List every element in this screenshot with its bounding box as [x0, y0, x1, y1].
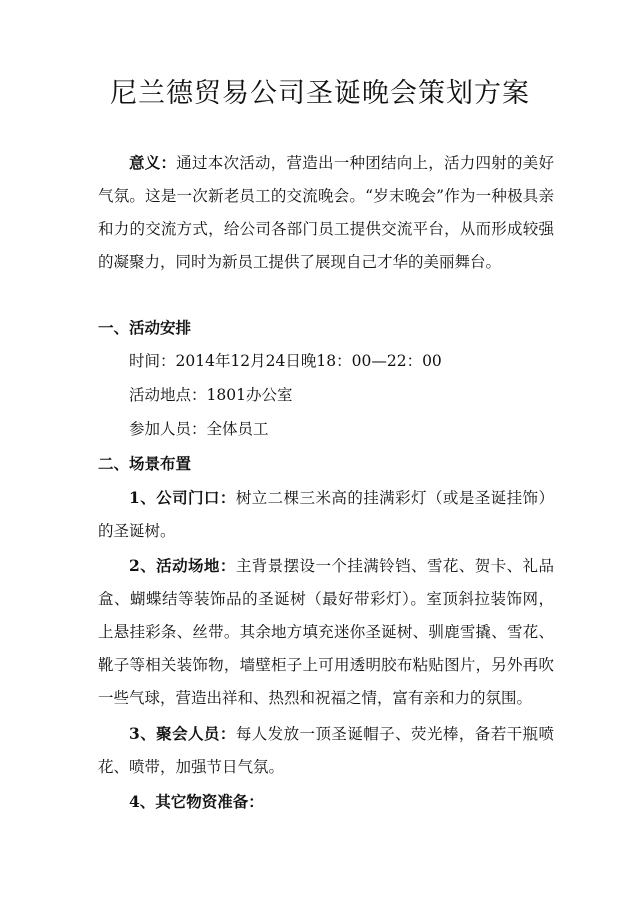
scene-item-text: 每人发放一顶圣诞帽子、荧光棒，备若干瓶喷花、喷带，加强节日气氛。 [98, 725, 554, 776]
intro-paragraph [98, 146, 554, 279]
section-heading-activity: 一、活动安排 [98, 318, 192, 337]
activity-people: 参加人员：全体员工 [129, 420, 269, 438]
scene-item-supplies [98, 785, 554, 819]
scene-item-attendees [98, 717, 554, 784]
intro-label: 意义： [129, 153, 177, 172]
scene-item-text: 主背景摆设一个挂满铃铛、雪花、贺卡、礼品盒、蝴蝶结等装饰品的圣诞树（最好带彩灯）。室顶斜拉装饰网，上悬挂彩条、丝带。其余地方填充迷你圣诞树、驯鹿雪撬、雪花、靴子等相关装饰物，墙壁柜子上可用透明胶布粘贴图片，另外再吹一些气球，营造出祥和、热烈和祝福之情，富有亲和力的氛围。 [98, 557, 554, 707]
scene-item-label: 3、聚会人员： [129, 724, 236, 743]
scene-item-entrance [98, 481, 554, 548]
activity-time: 时间：2014年12月24日晚18：00—22：00 [129, 352, 442, 370]
scene-item-label: 4、其它物资准备： [129, 792, 264, 811]
scene-item-text: 树立二棵三米高的挂满彩灯（或是圣诞挂饰）的圣诞树。 [98, 489, 554, 540]
scene-item-label: 2、活动场地： [129, 556, 236, 575]
document-title: 尼兰德贸易公司圣诞晚会策划方案 [110, 78, 530, 109]
scene-item-label: 1、公司门口： [129, 488, 236, 507]
scene-item-venue [98, 549, 554, 715]
activity-place: 活动地点：1801办公室 [129, 386, 293, 404]
intro-text: 通过本次活动，营造出一种团结向上，活力四射的美好气氛。这是一次新老员工的交流晚会。“岁末晚会”作为一种极具亲和力的交流方式，给公司各部门员工提供交流平台，从而形成较强的凝聚力，同时为新员工提供了展现自己才华的美丽舞台。 [98, 154, 554, 271]
section-heading-scene: 二、场景布置 [98, 454, 192, 473]
